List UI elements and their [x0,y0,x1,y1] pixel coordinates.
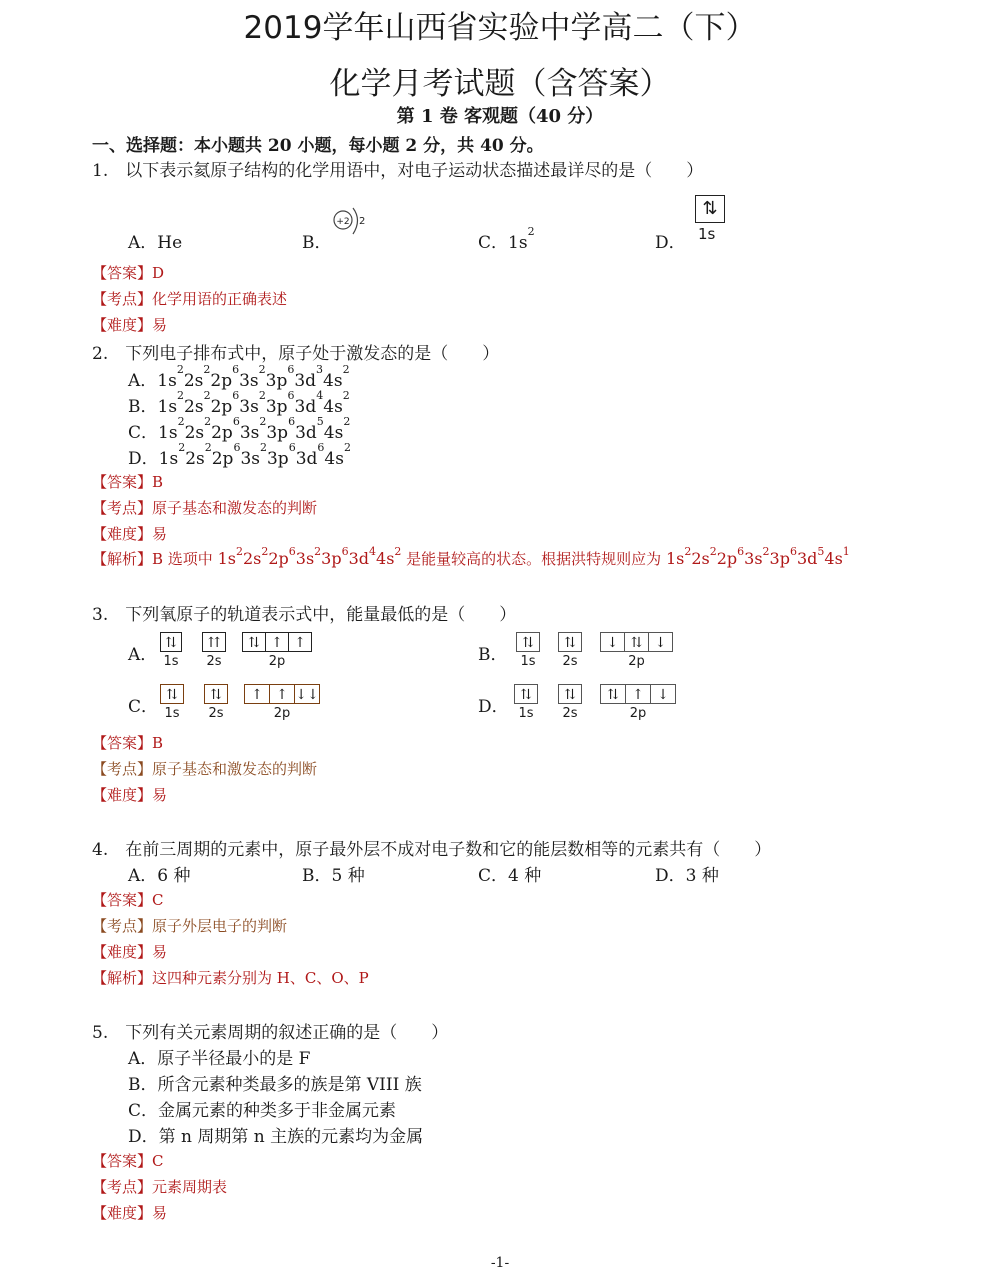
q1-option-a: A．He [128,233,183,253]
shell-electrons: 2 [359,216,366,227]
q1-difficulty: 【难度】易 [92,316,168,334]
box-2p-3: ↓ [648,632,673,652]
q4-point: 【考点】原子外层电子的判断 [92,917,288,935]
label-1s: 1s [163,654,179,669]
label-2p: 2p [268,654,286,669]
question-2-stem: 2. 下列电子排布式中，原子处于激发态的是（ ） [92,344,500,364]
box-2p-1: ↑ [244,684,270,704]
question-3-stem: 3. 下列氧原子的轨道表示式中，能量最低的是（ ） [92,605,517,625]
label-2s: 2s [562,706,578,721]
label-2s: 2s [562,654,578,669]
q3-option-c: C． [128,697,159,717]
label-1s: 1s [518,706,534,721]
q4-option-a: A．6 种 [128,866,191,886]
q5-option-d: D．第 n 周期第 n 主族的元素均为金属 [128,1127,424,1147]
box-1s: ⇅ [160,684,184,704]
box-2s: ⇅ [558,684,582,704]
orbital-box-1s: ⇅ [695,195,725,223]
box-1s: ⇅ [514,684,538,704]
box-1s: ⇅ [160,632,182,652]
box-2p-2: ↑ [265,632,289,652]
q5-option-a: A．原子半径最小的是 F [128,1049,311,1069]
q2-difficulty: 【难度】易 [92,525,168,543]
page-number: -1- [490,1255,510,1271]
q4-option-c: C．4 种 [478,866,542,886]
q1-option-c: C．$1s^2$ [478,225,535,253]
page-title: 2019学年山西省实验中学高二（下） [243,10,757,46]
q2-option-c: C．$1s^22s^22p^63s^23p^63d^54s^2$ [128,415,351,443]
label-1s: 1s [164,706,180,721]
box-2p-3: ↑ [288,632,312,652]
box-2p-1: ⇅ [600,684,626,704]
part-heading: 第 1 卷 客观题（40 分） [396,106,604,127]
label-2p: 2p [273,706,291,721]
q5-difficulty: 【难度】易 [92,1204,168,1222]
question-4-stem: 4. 在前三周期的元素中，原子最外层不成对电子数和它的能层数相等的元素共有（ ） [92,840,772,860]
box-2p-1: ⇅ [242,632,266,652]
label-1s: 1s [520,654,536,669]
q4-option-d: D．3 种 [655,866,719,886]
q2-option-b: B．$1s^22s^22p^63s^23p^63d^44s^2$ [128,389,350,417]
helium-atom-structure-icon [328,204,368,240]
q4-analysis: 【解析】这四种元素分别为 H、C、O、P [92,969,369,987]
q1-answer: 【答案】D [92,264,165,282]
q3-point: 【考点】原子基态和激发态的判断 [92,760,318,778]
q4-option-b: B．5 种 [302,866,365,886]
q2-option-d: D．$1s^22s^22p^63s^23p^63d^64s^2$ [128,441,351,469]
question-1-stem: 1. 以下表示氦原子结构的化学用语中，对电子运动状态描述最详尽的是（ ） [92,161,704,181]
label-2s: 2s [206,654,222,669]
q2-answer: 【答案】B [92,473,164,491]
label-2p: 2p [628,654,645,669]
q2-point: 【考点】原子基态和激发态的判断 [92,499,318,517]
q3-option-b: B． [478,645,508,665]
page-subtitle: 化学月考试题（含答案） [329,66,671,102]
q2-option-a: A．$1s^22s^22p^63s^23p^63d^34s^2$ [128,363,350,391]
q5-option-b: B．所含元素种类最多的族是第 VIII 族 [128,1075,422,1095]
box-1s: ⇅ [516,632,540,652]
section-heading: 一、选择题：本小题共 20 小题，每小题 2 分，共 40 分。 [92,136,544,156]
q3-answer: 【答案】B [92,734,164,752]
q5-option-c: C．金属元素的种类多于非金属元素 [128,1101,397,1121]
question-5-stem: 5. 下列有关元素周期的叙述正确的是（ ） [92,1023,449,1043]
q3-option-d: D． [478,697,509,717]
orbital-label-1s: 1s [698,225,716,243]
q4-difficulty: 【难度】易 [92,943,168,961]
q1-option-d: D． [655,233,686,253]
box-2p-3: ↓ [650,684,676,704]
label-2p: 2p [629,706,647,721]
box-2s: ⇅ [558,632,582,652]
q1-point: 【考点】化学用语的正确表述 [92,290,288,308]
label-2s: 2s [208,706,224,721]
q5-answer: 【答案】C [92,1152,164,1170]
q3-option-a: A． [128,645,158,665]
box-2s: ⇅ [204,684,228,704]
box-2p-2: ⇅ [624,632,649,652]
box-2s: ⇈ [202,632,226,652]
box-2p-1: ↓ [600,632,625,652]
nucleus-charge: +2 [336,217,350,227]
q1-option-b: B． [302,233,332,253]
box-2p-2: ↑ [269,684,295,704]
q2-analysis: 【解析】B 选项中 $1s^22s^22p^63s^23p^63d^44s^2$ 是能量较高的状态。根据洪特规则应为 $1s^22s^22p^63s^23p^63d^54s^1$ [92,545,850,568]
box-2p-3: ↓↓ [294,684,320,704]
q3-difficulty: 【难度】易 [92,786,168,804]
q4-answer: 【答案】C [92,891,164,909]
box-2p-2: ↑ [625,684,651,704]
q5-point: 【考点】元素周期表 [92,1178,228,1196]
